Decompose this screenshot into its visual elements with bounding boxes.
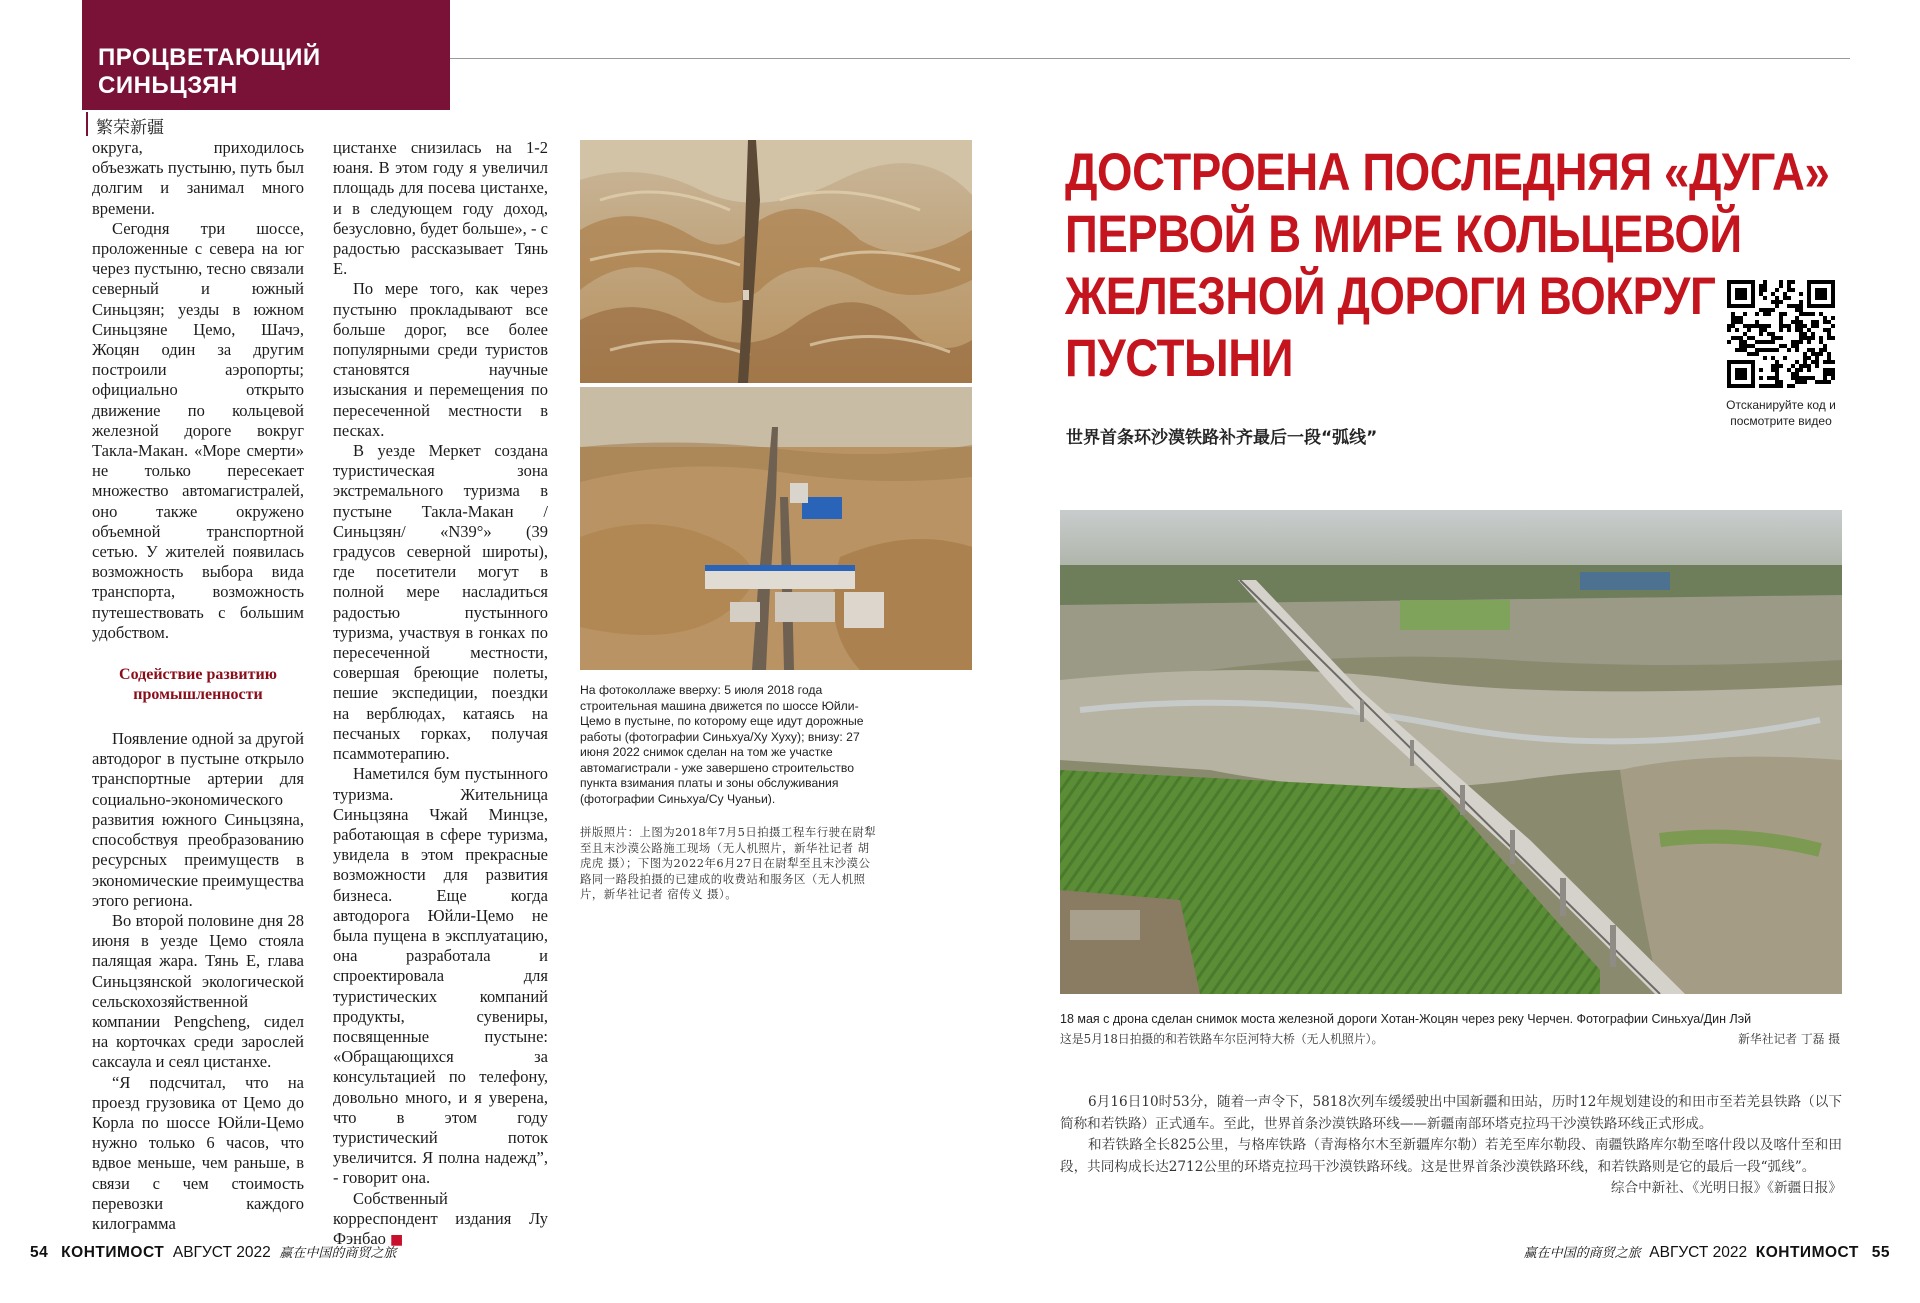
magazine-name: КОНТИМОСТ xyxy=(61,1244,165,1261)
headline-line-1: ДОСТРОЕНА ПОСЛЕДНЯЯ «ДУГА» xyxy=(1065,143,1830,202)
source: 综合中新社、《光明日报》《新疆日报》 xyxy=(1610,1180,1842,1196)
qr-code[interactable] xyxy=(1727,280,1835,388)
paragraph: 6月16日10时53分，随着一声令下，5818次列车缓缓驶出中国新疆和田站，历时12年规划建设的和田市至若羌县铁路（以下简称和若铁路）正式通车。至此，世界首条沙漠铁路环线——新疆南部环塔克拉玛干沙漠铁路环线正式形成。 xyxy=(1060,1094,1842,1132)
headline-line-4: ПУСТЫНИ xyxy=(1065,329,1294,388)
footer-left xyxy=(30,1242,396,1262)
section-title-line1: ПРОЦВЕТАЮЩИЙ xyxy=(98,44,321,71)
paragraph xyxy=(333,1189,548,1251)
collage-caption-cn: 拼版照片：上图为2018年7月5日拍摄工程车行驶在尉犁至且末沙漠公路施工现场（无人机照片，新华社记者 胡虎虎 摄）；下图为2022年6月27日在尉犁至且末沙漠公路同一路段拍摄的已建成的收费站和服务区（无人机照片，新华社记者 宿传义 摄）。 xyxy=(580,825,877,901)
subheading: Содействие развитию промышленности xyxy=(119,666,277,704)
section-subtitle-cn: 繁荣新疆 xyxy=(96,118,164,138)
section-header xyxy=(82,0,450,110)
headline-line-3: ЖЕЛЕЗНОЙ ДОРОГИ ВОКРУГ xyxy=(1065,267,1716,326)
end-mark: ■ xyxy=(390,1231,404,1248)
article-cn xyxy=(1060,1092,1842,1200)
issue-date: АВГУСТ 2022 xyxy=(172,1244,271,1261)
main-photo-caption-cn-text: 这是5月18日拍摄的和若铁路车尔臣河特大桥（无人机照片）。 xyxy=(1060,1032,1384,1046)
section-title-line2: СИНЬЦЗЯН xyxy=(98,72,238,99)
paragraph: Появление одной за другой автодорог в пустыне открыло транспортные артерии для социально-экономического развития южного Синьцзяна, способствуя преобразованию ресурсных преимуществ в экономические преимущества этого региона. xyxy=(92,729,304,910)
main-photo-caption-ru: 18 мая с дрона сделан снимок моста железной дороги Хотан-Жоцян через реку Черчен. Фотографии Синьхуа/Дин Лэй xyxy=(1060,1012,1752,1026)
paragraph: Во второй половине дня 28 июня в уезде Цемо стояла палящая жара. Тянь Е, глава Синьцзянской экологической сельскохозяйственной компании Pengcheng, сидел на корточках среди зарослей саксаула и сеял цистанхе. xyxy=(92,910,304,1072)
railway-bridge-photo xyxy=(1060,510,1842,994)
main-photo-caption-cn xyxy=(1060,1030,1840,1047)
collage-caption-ru: На фотоколлаже вверху: 5 июля 2018 года строительная машина движется по шоссе Юйли-Цемо в пустыне, по которому еще идут дорожные работы (фотографии Синьхуа/Ху Хуху); внизу: 27 июня 2022 снимок сделан на том же участке автомагистрали - уже завершено строительство пункта взимания платы и зоны обслуживания (фотографии Синьхуа/Су Чуаньи). xyxy=(580,683,864,806)
paragraph: цистанхе снизилась на 1-2 юаня. В этом году я увеличил площадь для посева цистанхе, и в следующем году доход, безусловно, будет больше», - с радостью рассказывает Тянь Е. xyxy=(333,138,548,279)
byline: Собственный корреспондент издания Лу Фэнбао xyxy=(333,1188,548,1248)
page-number-left: 54 xyxy=(30,1244,49,1261)
desert-road-photo-2018 xyxy=(580,140,972,383)
issue-date: АВГУСТ 2022 xyxy=(1649,1244,1748,1261)
paragraph: округа, приходилось объезжать пустыню, путь был долгим и занимал много времени. xyxy=(92,138,304,218)
slogan-cn: 赢在中国的商贸之旅 xyxy=(279,1246,397,1261)
paragraph: Наметился бум пустынного туризма. Жительница Синьцзяна Чжай Минцзе, работающая в сфере туризма, увидела в этом прекрасные возможности для развития бизнеса. Еще когда автодорога Юйли-Цемо не была пущена в эксплуатацию, она разработала и спроектировала для туристических компаний продукты, сувениры, посвященные пустыне: «Обращающихся за консультацией по телефону, довольно много, и я уверена, что в этом году туристический поток увеличится. Я полна надежд”, - говорит она. xyxy=(333,764,548,1188)
section-rule xyxy=(86,112,88,136)
paragraph: “Я подсчитал, что на проезд грузовика от Цемо до Корла по шоссе Юйли-Цемо нужно только 6 часов, что вдвое меньше, чем раньше, в связи с чем стоимость перевозки каждого килограмма xyxy=(92,1072,304,1233)
headline-line-2: ПЕРВОЙ В МИРЕ КОЛЬЦЕВОЙ xyxy=(1065,205,1742,264)
headline xyxy=(1065,142,1830,390)
subtitle-cn: 世界首条环沙漠铁路补齐最后一段“弧线” xyxy=(1066,428,1378,448)
main-photo-credit: 新华社记者 丁磊 摄 xyxy=(1738,1032,1840,1046)
article-column-2 xyxy=(333,138,548,1250)
article-column-1 xyxy=(92,138,304,1234)
magazine-name: КОНТИМОСТ xyxy=(1755,1244,1859,1261)
paragraph: Сегодня три шоссе, проложенные с севера на юг через пустыню, тесно связали северный и южный Синьцзян; уезды в южном Синьцзяне Цемо, Шачэ, Жоцян один за другим построили аэропорты; официально открыто движение по кольцевой железной дороге вокруг Такла-Макан. «Море смерти» не только пересекает множество автомагистралей, оно также окружено объемной транспортной сетью. У жителей появилась возможность выбора вида транспорта, возможность путешествовать с большим удобством. xyxy=(92,218,304,642)
paragraph: В уезде Меркет создана туристическая зона экстремального туризма в пустыне Такла-Макан /Синьцзян/ «N39°» (39 градусов северной широты), где посетители могут в полной мере насладиться радостью пустынного туризма, участвуя в гонках по пересеченной местности, совершая бреющие полеты, пешие экспедиции, поездки на верблюдах, катаясь на песчаных горках, получая псаммотерапию. xyxy=(333,441,548,764)
header-divider xyxy=(450,58,1850,59)
toll-station-photo-2022 xyxy=(580,387,972,670)
footer-right xyxy=(1524,1242,1890,1262)
qr-hint: Отсканируйте код и посмотрите видео xyxy=(1726,398,1836,428)
paragraph: По мере того, как через пустыню прокладывают все больше дорог, все более популярными среди туристов становятся научные изыскания и перемещения по пересеченной местности в песках. xyxy=(333,279,548,440)
page-number-right: 55 xyxy=(1871,1244,1890,1261)
slogan-cn: 赢在中国的商贸之旅 xyxy=(1523,1246,1641,1261)
paragraph: 和若铁路全长825公里，与格库铁路（青海格尔木至新疆库尔勒）若羌至库尔勒段、南疆铁路库尔勒至喀什段以及喀什至和田段，共同构成长达2712公里的环塔克拉玛干沙漠铁路环线。这是世界首条沙漠铁路环线，和若铁路则是它的最后一段“弧线”。 xyxy=(1060,1137,1842,1175)
